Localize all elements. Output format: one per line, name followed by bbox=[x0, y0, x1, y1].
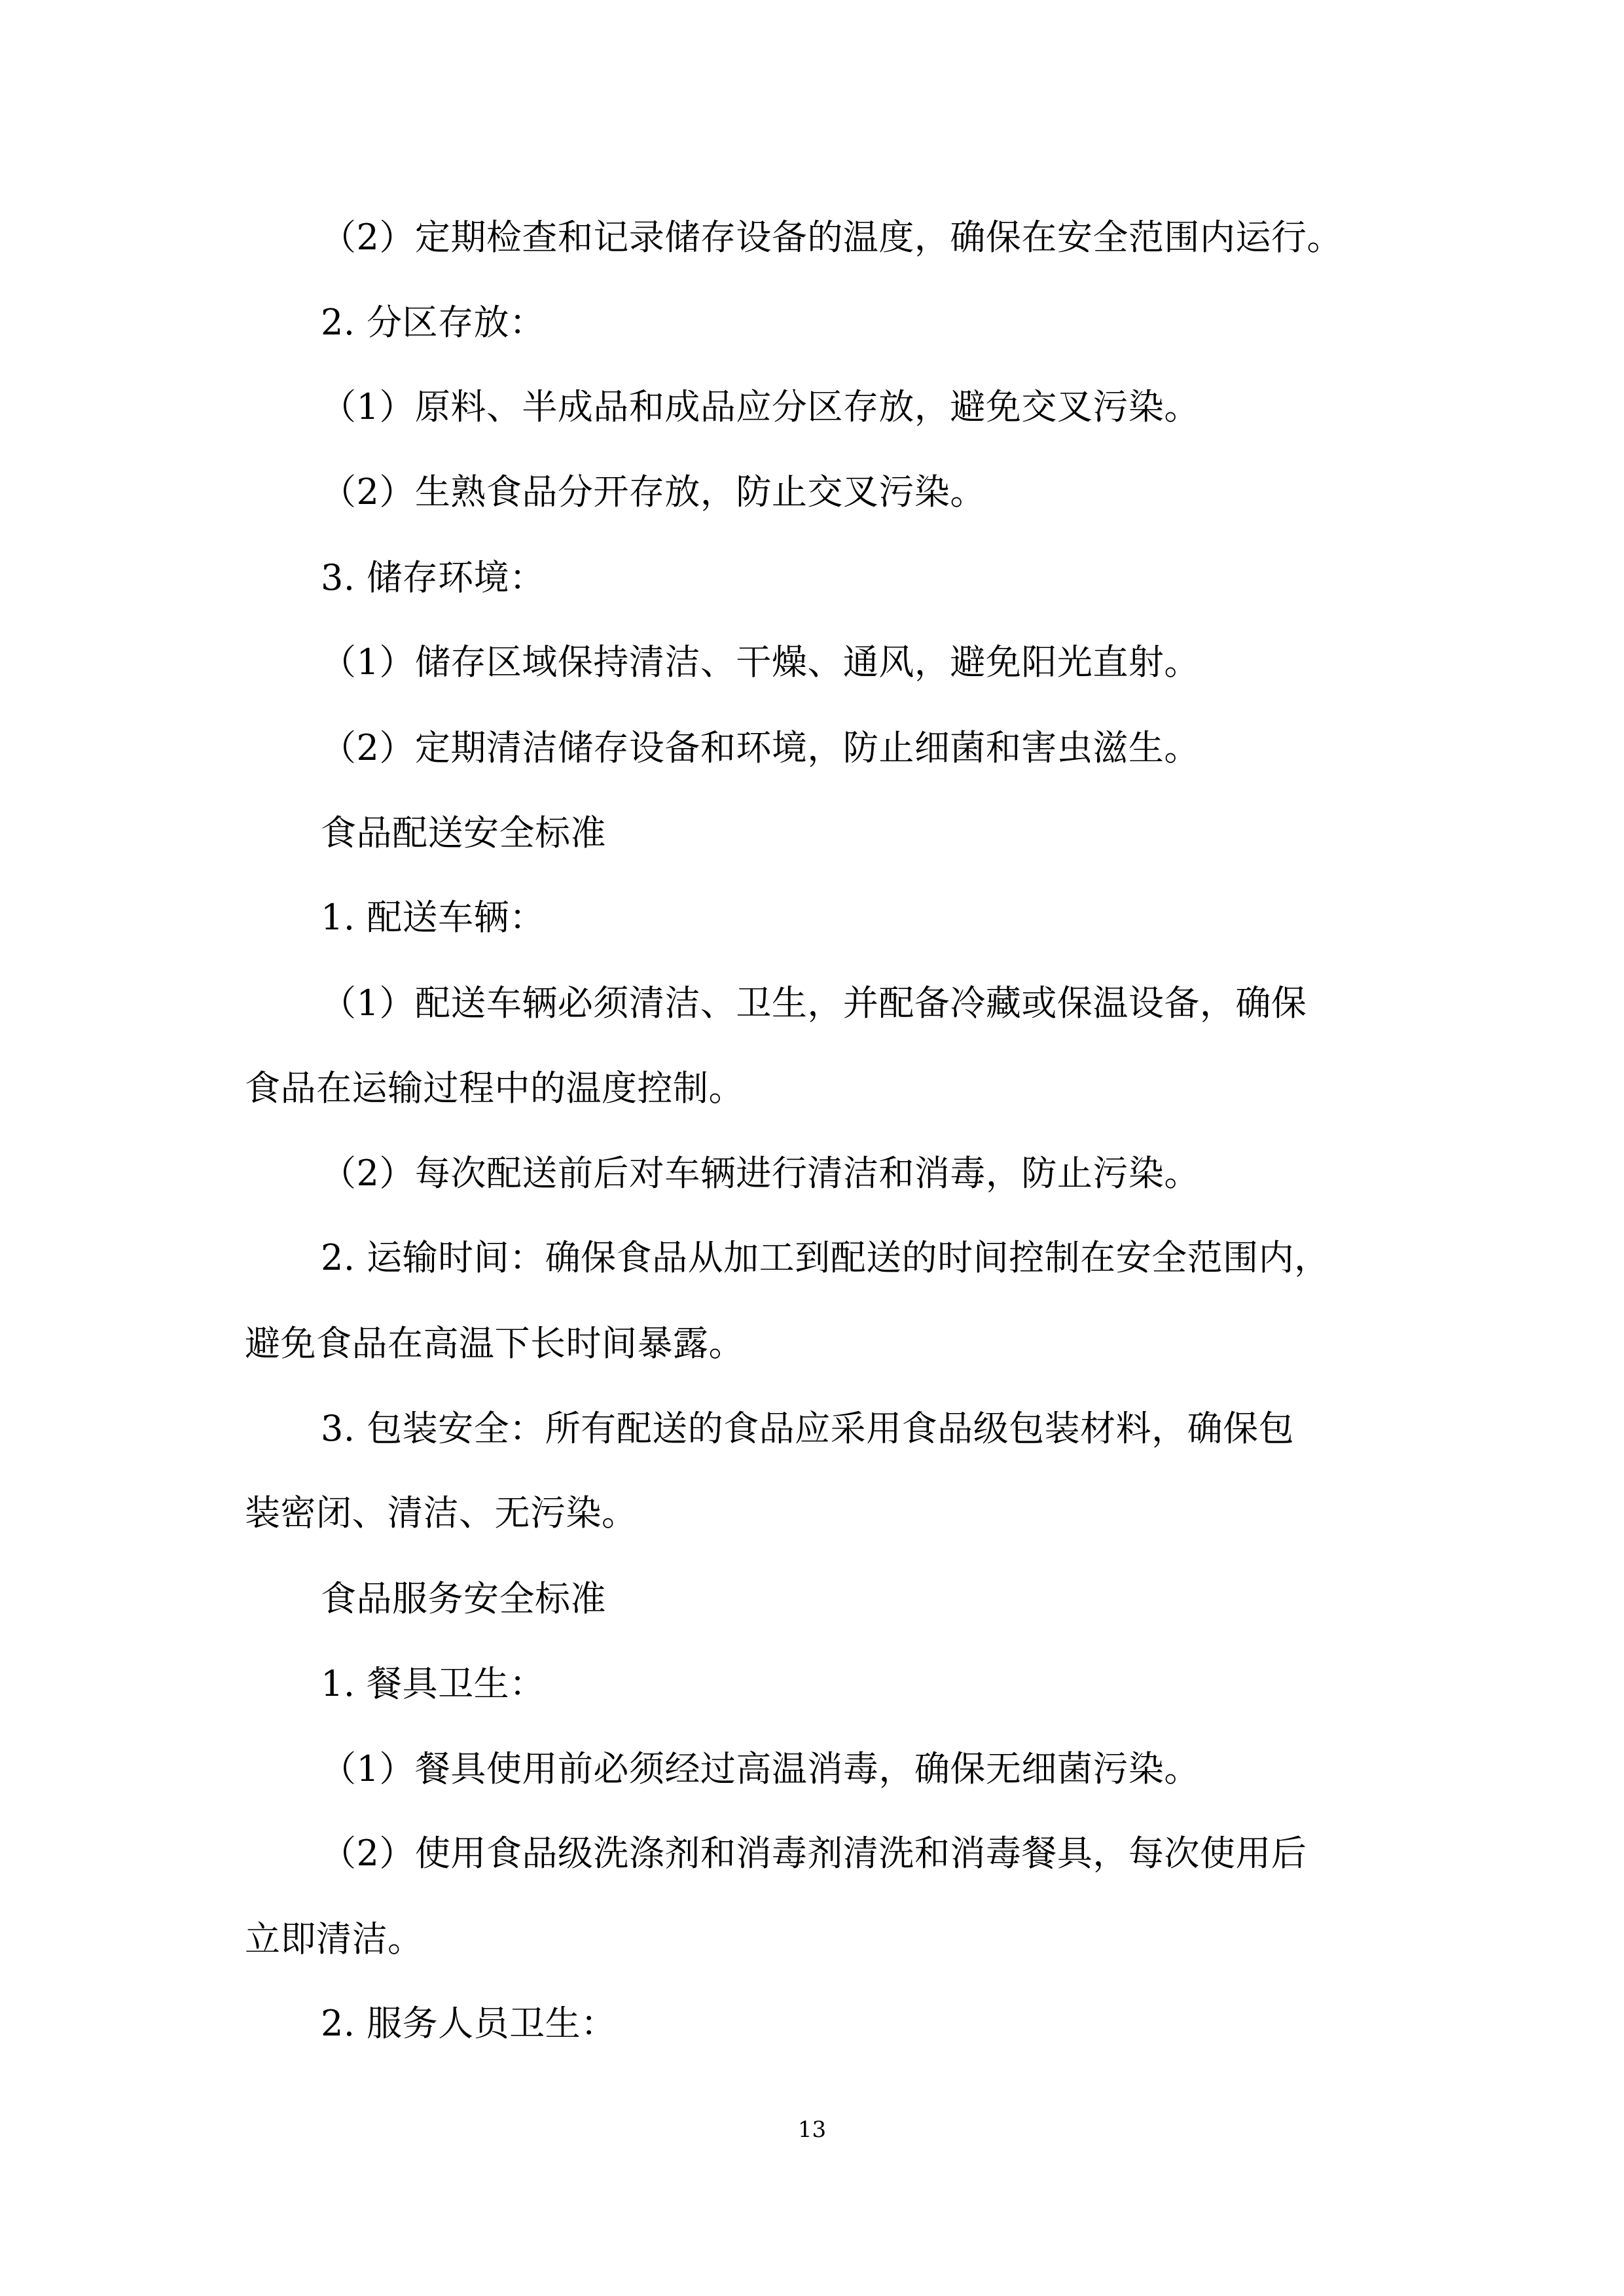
page-number: 13 bbox=[797, 2117, 827, 2143]
paragraph-line: （2）每次配送前后对车辆进行清洁和消毒，防止污染。 bbox=[321, 1153, 1200, 1194]
section-heading: 1. 配送车辆： bbox=[321, 897, 545, 938]
section-heading: 2. 服务人员卫生： bbox=[321, 2003, 617, 2044]
paragraph-line: （1）储存区域保持清洁、干燥、通风，避免阳光直射。 bbox=[321, 641, 1200, 683]
paragraph-line: （2）定期检查和记录储存设备的温度，确保在安全范围内运行。 bbox=[321, 217, 1343, 258]
paragraph-line: （2）生熟食品分开存放，防止交叉污染。 bbox=[321, 471, 986, 512]
section-heading: 2. 分区存放： bbox=[321, 302, 545, 343]
paragraph-line: （1）餐具使用前必须经过高温消毒，确保无细菌污染。 bbox=[321, 1748, 1200, 1789]
paragraph-line: 食品在运输过程中的温度控制。 bbox=[245, 1067, 744, 1109]
paragraph-line: （1）原料、半成品和成品应分区存放，避免交叉污染。 bbox=[321, 386, 1200, 427]
paragraph-line: （1）配送车辆必须清洁、卫生，并配备冷藏或保温设备，确保 bbox=[321, 982, 1307, 1024]
paragraph-line: 避免食品在高温下长时间暴露。 bbox=[245, 1323, 744, 1364]
paragraph-line: 3. 包装安全：所有配送的食品应采用食品级包装材料，确保包 bbox=[321, 1408, 1295, 1449]
paragraph-line: 立即清洁。 bbox=[245, 1918, 424, 1960]
paragraph-line: （2）使用食品级洗涤剂和消毒剂清洗和消毒餐具，每次使用后 bbox=[321, 1833, 1307, 1874]
paragraph-line: 2. 运输时间：确保食品从加工到配送的时间控制在安全范围内， bbox=[321, 1237, 1330, 1278]
paragraph-line: （2）定期清洁储存设备和环境，防止细菌和害虫滋生。 bbox=[321, 727, 1200, 768]
section-heading: 3. 储存环境： bbox=[321, 557, 545, 598]
section-title: 食品服务安全标准 bbox=[321, 1578, 606, 1619]
section-title: 食品配送安全标准 bbox=[321, 812, 606, 853]
section-heading: 1. 餐具卫生： bbox=[321, 1663, 545, 1704]
paragraph-line: 装密闭、清洁、无污染。 bbox=[245, 1492, 638, 1534]
